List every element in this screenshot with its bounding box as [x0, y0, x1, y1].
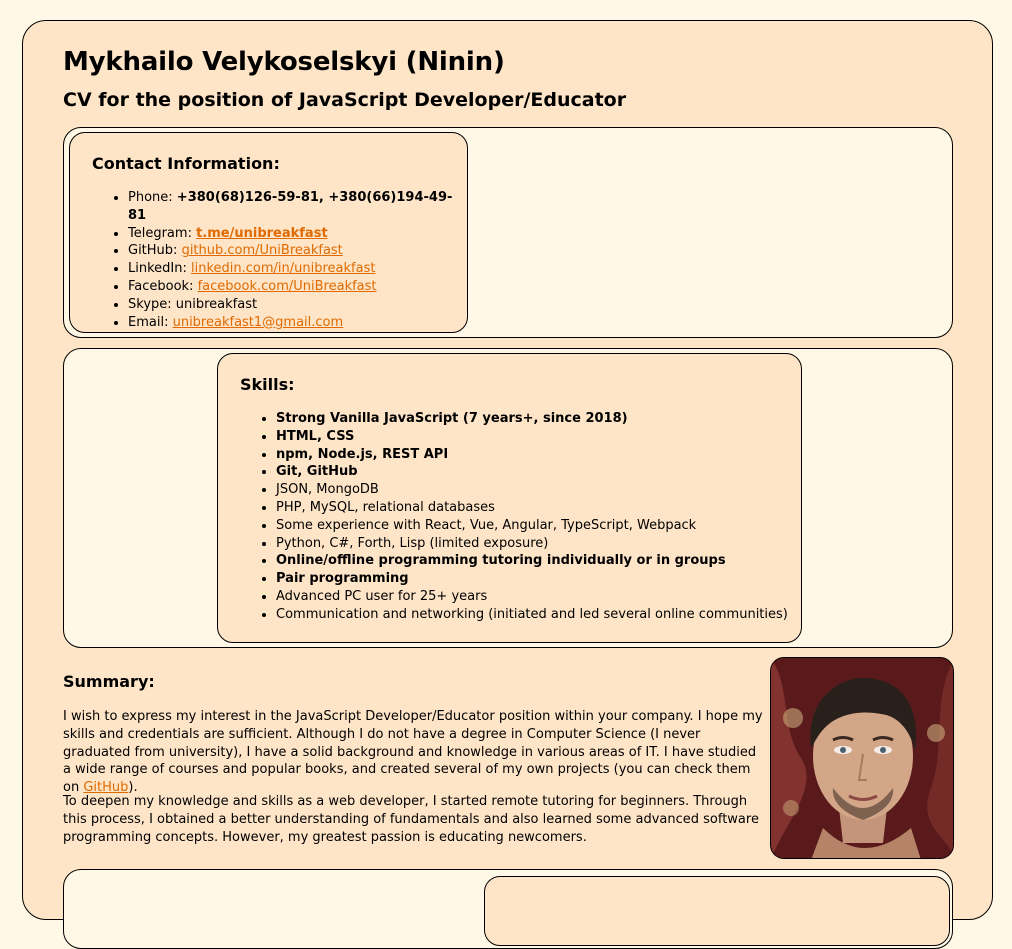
- next-section: [63, 869, 953, 949]
- contact-facebook: • Facebook: facebook.com/UniBreakfast: [128, 278, 467, 296]
- skill-item: • Python, C#, Forth, Lisp (limited exposure): [276, 535, 788, 553]
- portrait-image: [771, 658, 954, 859]
- skills-title: Skills:: [240, 375, 295, 394]
- next-section-box: [484, 876, 950, 946]
- skill-item: • Pair programming: [276, 570, 788, 588]
- github-link[interactable]: github.com/UniBreakfast: [181, 243, 343, 259]
- contact-section: [63, 127, 953, 338]
- telegram-link[interactable]: t.me/unibreakfast: [196, 225, 328, 241]
- contact-list: [110, 189, 467, 331]
- skills-box: [217, 353, 802, 643]
- skill-item: • Git, GitHub: [276, 463, 788, 481]
- skill-item: • npm, Node.js, REST API: [276, 446, 788, 464]
- summary-paragraph-2: To deepen my knowledge and skills as a web developer, I started remote tutoring for beginners. Through this process, I obtained a better understanding of fundamentals and also learned some advanced software programming concepts. However, my greatest passion is educating newcomers.: [63, 794, 759, 845]
- linkedin-link[interactable]: linkedin.com/in/unibreakfast: [191, 261, 376, 277]
- skill-item: • Communication and networking (initiated and led several online communities): [276, 606, 788, 624]
- skill-item: • Some experience with React, Vue, Angular, TypeScript, Webpack: [276, 517, 788, 535]
- contact-github: • GitHub: github.com/UniBreakfast: [128, 242, 467, 260]
- contact-title: Contact Information:: [92, 154, 280, 173]
- cv-subtitle: CV for the position of JavaScript Developer/Educator: [63, 89, 627, 111]
- contact-telegram: • Telegram: t.me/unibreakfast: [128, 225, 467, 243]
- skill-item: • PHP, MySQL, relational databases: [276, 499, 788, 517]
- cv-page: [22, 20, 993, 920]
- profile-photo: [770, 657, 954, 859]
- contact-linkedin: • LinkedIn: linkedin.com/in/unibreakfast: [128, 260, 467, 278]
- skill-item: • Online/offline programming tutoring individually or in groups: [276, 552, 788, 570]
- cv-name: Mykhailo Velykoselskyi (Ninin): [63, 47, 505, 77]
- facebook-link[interactable]: facebook.com/UniBreakfast: [197, 278, 377, 294]
- summary-title: Summary:: [63, 672, 155, 691]
- skill-item: • Advanced PC user for 25+ years: [276, 588, 788, 606]
- summary-paragraph-1: I wish to express my interest in the JavaScript Developer/Educator position within your company. I hope my skills and credentials are sufficient. Although I do not have a degree in Computer Science (I never graduated from university), I have a solid background and knowledge in various areas of IT. I have studied a wide range of courses and popular books, and created several of my own projects (you can check them on GitHub).: [63, 709, 763, 796]
- skill-item: • HTML, CSS: [276, 428, 788, 446]
- contact-email: • Email: unibreakfast1@gmail.com: [128, 314, 467, 332]
- contact-phone: • Phone: +380(68)126-59-81, +380(66)194-49-81: [128, 189, 467, 225]
- contact-skype: • Skype: unibreakfast: [128, 296, 467, 314]
- summary-github-link[interactable]: GitHub: [83, 780, 129, 796]
- skills-list: [258, 410, 788, 624]
- contact-box: [69, 132, 468, 333]
- skills-section: [63, 348, 953, 648]
- skill-item: • JSON, MongoDB: [276, 481, 788, 499]
- skill-item: • Strong Vanilla JavaScript (7 years+, since 2018): [276, 410, 788, 428]
- email-link[interactable]: unibreakfast1@gmail.com: [172, 314, 344, 330]
